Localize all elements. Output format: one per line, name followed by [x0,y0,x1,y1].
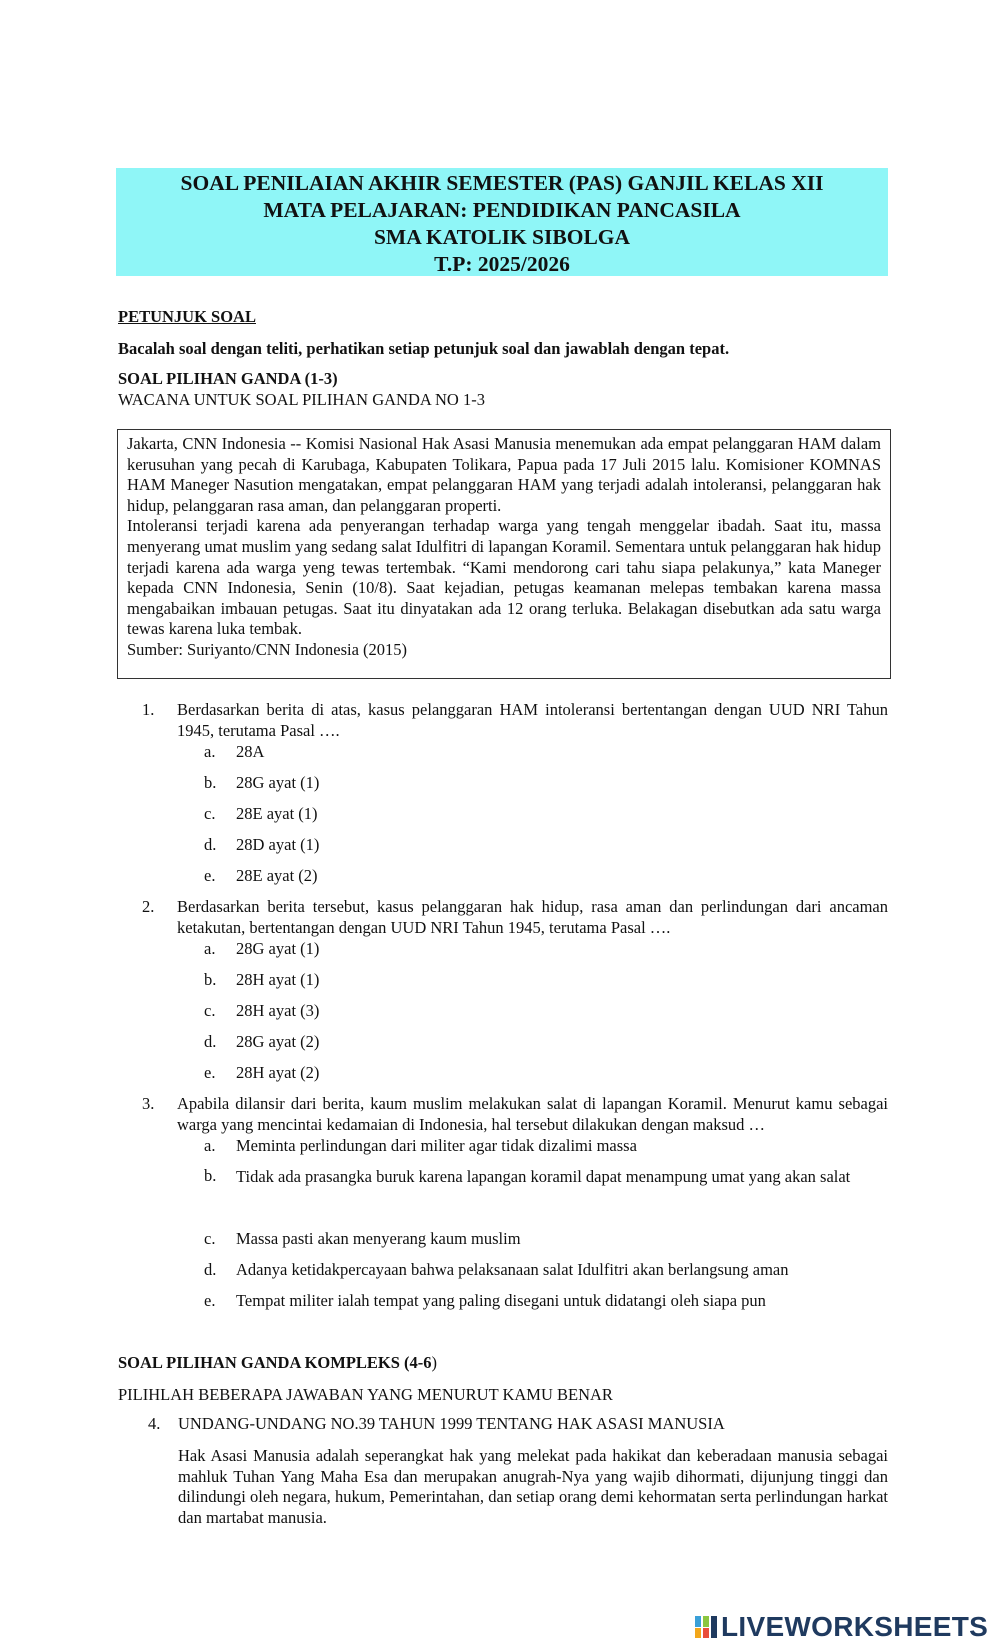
option-letter: c. [204,804,216,823]
option-text: 28H ayat (1) [236,970,320,989]
instructions-heading: PETUNJUK SOAL [118,307,256,326]
option-text: 28H ayat (3) [236,1001,320,1020]
option-letter: a. [204,742,216,761]
title-line-3: SMA KATOLIK SIBOLGA [373,225,631,249]
option-letter: b. [204,773,217,792]
passage-paragraph-2: Intoleransi terjadi karena ada penyerangan terhadap warga yang tengah menggelar ibadah. Saat itu, massa menyerang umat muslim yang sedang salat Idulfitri di lapangan Koramil. Sementara untuk pelanggaran hak hidup terjadi karena ada warga yeng tewas tertembak. “Kami mendorong cari tahu siapa pelakunya,” kata Maneger kepada CNN Indonesia, Senin (10/8). Saat kejadian, petugas keamanan melepas tembakan karena massa mengabaikan imbauan petugas. Saat itu dinyatakan ada 12 orang terluka. Belakagan disebutkan ada satu warga tewas karena luka tembak. [127,516,881,639]
option-letter: e. [204,1291,216,1310]
instructions-text: Bacalah soal dengan teliti, perhatikan setiap petunjuk soal dan jawablah dengan tepat. [118,339,730,358]
option-letter: e. [204,1063,216,1082]
section1-subheading: WACANA UNTUK SOAL PILIHAN GANDA NO 1-3 [118,390,485,409]
question-number: 3. [142,1094,155,1113]
option-text: 28E ayat (1) [236,804,318,823]
option-text: Tempat militer ialah tempat yang paling disegani untuk didatangi oleh siapa pun [236,1291,766,1310]
section2-subheading: PILIHLAH BEBERAPA JAWABAN YANG MENURUT KAMU BENAR [118,1385,613,1404]
option-letter: b. [204,970,217,989]
option-letter: b. [204,1166,217,1185]
option-text: Tidak ada prasangka buruk karena lapangan koramil dapat menampung umat yang akan salat [236,1167,851,1186]
question-text: Berdasarkan berita tersebut, kasus pelanggaran hak hidup, rasa aman dan perlindungan dari ancaman ketakutan, bertentangan dengan UUD NRI Tahun 1945, terutama Pasal …. [177,897,888,937]
question-4-title: UNDANG-UNDANG NO.39 TAHUN 1999 TENTANG HAK ASASI MANUSIA [178,1414,725,1433]
question-1 [142,700,888,741]
question-4-number: 4. [148,1414,161,1433]
option-letter: a. [204,1136,216,1155]
option-letter: e. [204,866,216,885]
question-2 [142,897,888,938]
option-text: 28G ayat (1) [236,773,320,792]
option-letter: d. [204,835,217,854]
liveworksheets-logo-icon [694,1614,718,1640]
option-text: Adanya ketidakpercayaan bahwa pelaksanaan salat Idulfitri akan berlangsung aman [236,1260,789,1279]
title-line-4: T.P: 2025/2026 [434,252,570,276]
title-line-1: SOAL PENILAIAN AKHIR SEMESTER (PAS) GANJIL KELAS XII [180,171,824,195]
option-letter: c. [204,1229,216,1248]
option-text: 28E ayat (2) [236,866,318,885]
option-text: 28A [236,742,265,761]
passage-source: Sumber: Suriyanto/CNN Indonesia (2015) [127,639,408,659]
section2-heading-text: SOAL PILIHAN GANDA KOMPLEKS (4-6 [118,1353,432,1372]
option-letter: c. [204,1001,216,1020]
option-letter: a. [204,939,216,958]
option-text: 28G ayat (1) [236,939,320,958]
title-line-2: MATA PELAJARAN: PENDIDIKAN PANCASILA [263,198,741,222]
question-text: Apabila dilansir dari berita, kaum muslim melakukan salat di lapangan Koramil. Menurut kamu sebagai warga yang mencintai kedamaian di Indonesia, hal tersebut dilakukan dengan maksud … [177,1094,888,1134]
logo-text: LIVEWORKSHEETS [721,1611,989,1642]
option-letter: d. [204,1260,217,1279]
question-4-paragraph: Hak Asasi Manusia adalah seperangkat hak yang melekat pada hakikat dan keberadaan manusia sebagai mahluk Tuhan Yang Maha Esa dan merupakan anugrah-Nya yang wajib dihormati, dijunjung tinggi dan dilindungi oleh negara, hukum, Pemerintahan, dan setiap orang demi kehormatan serta perlindungan harkat dan martabat manusia. [178,1446,888,1527]
passage-paragraph-1: Jakarta, CNN Indonesia -- Komisi Nasional Hak Asasi Manusia menemukan ada empat pelanggaran HAM dalam kerusuhan yang pecah di Karubaga, Kabupaten Tolikara, Papua pada 17 Juli 2015 lalu. Komisioner KOMNAS HAM Maneger Nasution mengatakan, empat pelanggaran HAM yang terjadi adalah intoleransi, pelanggaran hak hidup, pelanggaran rasa aman, dan pelanggaran properti. [127,434,881,515]
option-text: Massa pasti akan menyerang kaum muslim [236,1229,521,1248]
option-text: Meminta perlindungan dari militer agar tidak dizalimi massa [236,1136,637,1155]
section2-heading-close: ) [431,1353,438,1372]
option-text: 28D ayat (1) [236,835,320,854]
section1-heading: SOAL PILIHAN GANDA (1-3) [118,369,338,388]
liveworksheets-logo[interactable] [694,1612,988,1642]
section2-heading [118,1353,437,1373]
question-3 [142,1094,888,1135]
question-text: Berdasarkan berita di atas, kasus pelanggaran HAM intoleransi bertentangan dengan UUD NRI Tahun 1945, terutama Pasal …. [177,700,888,740]
option-text: 28H ayat (2) [236,1063,320,1082]
document-title-box [116,168,888,276]
reading-passage [117,429,891,679]
question-number: 1. [142,700,155,719]
option-letter: d. [204,1032,217,1051]
question-number: 2. [142,897,155,916]
option-text: 28G ayat (2) [236,1032,320,1051]
